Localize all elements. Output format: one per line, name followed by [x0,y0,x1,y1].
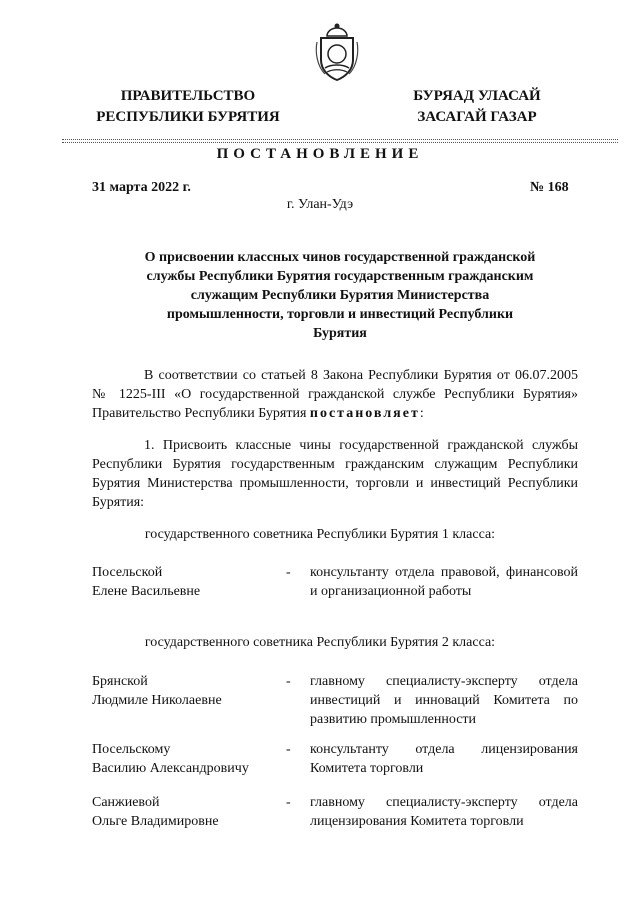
document-title: ПОСТАНОВЛЕНИЕ [216,146,424,162]
employee-given-name: Василию Александровичу [92,761,249,776]
gov-ru-line2: РЕСПУБЛИКИ БУРЯТИЯ [96,109,280,125]
government-name-bua [392,86,562,128]
coat-of-arms-icon [313,22,361,82]
employee-given-name: Ольге Владимировне [92,814,219,829]
rank-heading-2: государственного советника Республики Бурятия 2 класса: [144,635,496,650]
rank-heading-1: государственного советника Республики Бурятия 1 класса: [144,527,496,542]
gov-bua-line2: ЗАСАГАЙ ГАЗАР [417,109,537,125]
entry-dash: - [286,742,291,757]
employee-surname: Посельскому [92,742,171,757]
entry-dash: - [286,674,291,689]
employee-surname: Брянской [92,674,148,689]
employee-surname: Санжиевой [92,795,160,810]
resolves-word: постановляет [309,406,420,421]
employee-name [92,793,282,831]
header-divider-2 [62,142,618,143]
entry-dash: - [286,795,291,810]
item-1-paragraph: 1. Присвоить классные чины государственной гражданской службы Республики Бурятия государственным гражданским служащим Республики Бурятия Министерства промышленности, торговли и инвестиций Республики Бурятия: [92,438,578,510]
document-date: 31 марта 2022 г. [92,180,191,195]
government-name-ru [84,86,292,128]
employee-position: главному специалисту-эксперту отдела инвестиций и инноваций Комитета по развитию промышленности [310,674,578,727]
document-subject: О присвоении классных чинов государственной гражданской службы Республики Бурятия государственным гражданским служащим Республики Бурятия Министерства промышленности, торговли и инвестиций Республики Бурятия [144,250,536,341]
document-city: г. Улан-Удэ [286,197,354,212]
header-divider [62,139,618,140]
employee-surname: Посельской [92,565,163,580]
employee-name [92,740,282,778]
employee-position: консультанту отдела лицензирования Комитета торговли [310,742,578,776]
gov-ru-line1: ПРАВИТЕЛЬСТВО [120,88,256,104]
employee-name [92,563,282,601]
employee-position: главному специалисту-эксперту отдела лицензирования Комитета торговли [310,795,578,829]
entry-dash: - [286,565,291,580]
resolves-colon: : [419,406,424,421]
preamble-text: В соответствии со статьей 8 Закона Республики Бурятия от 06.07.2005 № 1225-III «О государственной гражданской службе Республики Бурятия» Правительство Республики Бурятия [92,368,578,421]
employee-given-name: Елене Васильевне [92,584,201,599]
document-number: № 168 [530,180,569,195]
gov-bua-line1: БУРЯАД УЛАСАЙ [413,88,541,104]
employee-name [92,672,282,710]
employee-given-name: Людмиле Николаевне [92,693,222,708]
preamble-paragraph [92,366,578,423]
employee-position: консультанту отдела правовой, финансовой и организационной работы [310,565,578,599]
